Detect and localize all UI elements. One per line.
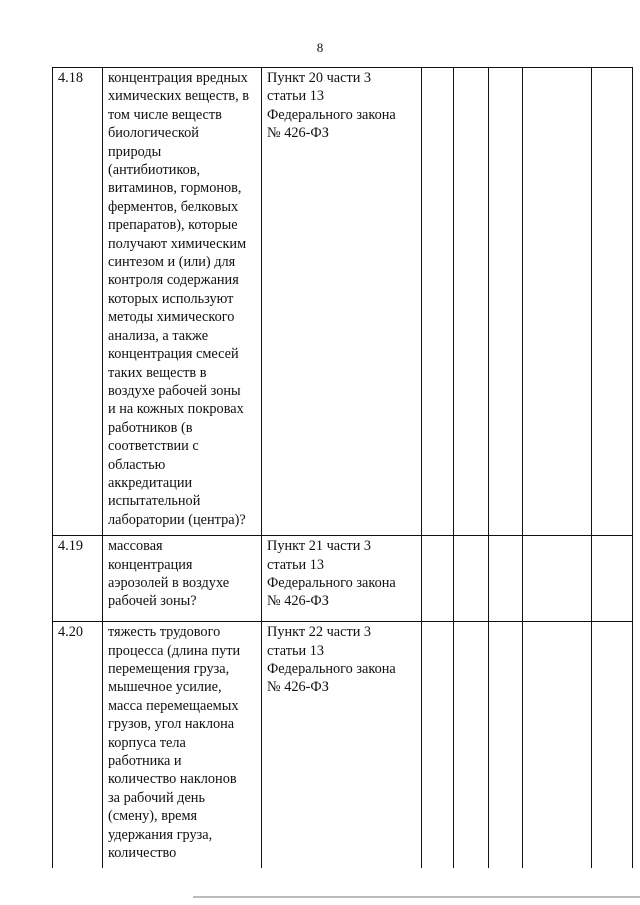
- reference-line: № 426-ФЗ: [267, 593, 329, 610]
- requirement-line: витаминов, гормонов,: [108, 180, 242, 197]
- requirement-line: работников (в: [108, 419, 193, 436]
- requirement-line: рабочей зоны?: [108, 593, 197, 610]
- empty-cell: [523, 68, 592, 536]
- empty-cell: [489, 622, 523, 869]
- table-row: [53, 68, 633, 536]
- reference-line: Федерального закона: [267, 106, 396, 123]
- requirement-line: воздухе рабочей зоны: [108, 382, 241, 399]
- requirement-line: ферментов, белковых: [108, 198, 239, 215]
- empty-cell: [422, 536, 454, 622]
- legal-reference-cell: [262, 68, 422, 536]
- reference-line: статьи 13: [267, 642, 325, 659]
- requirement-line: областью: [108, 456, 166, 473]
- requirement-line: аэрозолей в воздухе: [108, 574, 230, 591]
- requirement-line: контроля содержания: [108, 272, 239, 289]
- empty-cell: [489, 68, 523, 536]
- requirement-line: перемещения груза,: [108, 660, 230, 677]
- scan-edge-line: [193, 896, 640, 898]
- requirement-line: которых используют: [108, 290, 234, 307]
- requirement-line: за рабочий день: [108, 789, 205, 806]
- requirement-cell: [103, 536, 262, 622]
- requirement-line: методы химического: [108, 309, 235, 326]
- requirement-line: работника и: [108, 753, 182, 769]
- requirement-line: соответствии с: [108, 438, 199, 455]
- requirement-line: количество наклонов: [108, 771, 237, 788]
- empty-cell: [592, 536, 633, 622]
- empty-cell: [454, 622, 489, 869]
- requirement-line: тяжесть трудового: [108, 624, 221, 641]
- requirement-line: (антибиотиков,: [108, 162, 201, 179]
- legal-reference-cell: [262, 536, 422, 622]
- table-row: [53, 622, 633, 869]
- empty-cell: [422, 622, 454, 869]
- requirement-line: концентрация: [108, 556, 193, 573]
- requirement-line: мышечное усилие,: [108, 679, 222, 696]
- empty-cell: [454, 536, 489, 622]
- reference-line: № 426-ФЗ: [267, 125, 329, 142]
- requirement-line: испытательной: [108, 493, 201, 510]
- requirement-line: синтезом и (или) для: [108, 254, 236, 271]
- requirement-line: корпуса тела: [108, 734, 186, 751]
- requirement-line: химических веществ, в: [108, 88, 250, 105]
- requirement-line: таких веществ в: [108, 364, 207, 381]
- empty-cell: [592, 68, 633, 536]
- requirement-line: грузов, угол наклона: [108, 716, 235, 733]
- reference-line: № 426-ФЗ: [267, 679, 329, 696]
- empty-cell: [523, 622, 592, 869]
- table-row: [53, 536, 633, 622]
- reference-line: статьи 13: [267, 88, 325, 105]
- requirement-line: концентрация вредных: [108, 70, 248, 86]
- item-number-cell: 4.20: [53, 622, 103, 869]
- requirement-line: аккредитации: [108, 474, 193, 491]
- checklist-table: [52, 67, 633, 868]
- empty-cell: [422, 68, 454, 536]
- requirement-cell: [103, 68, 262, 536]
- item-number-cell: 4.18: [53, 68, 103, 536]
- requirement-cell: [103, 622, 262, 869]
- reference-line: Пункт 20 части 3: [267, 70, 372, 86]
- requirement-line: (смену), время: [108, 808, 198, 825]
- reference-line: статьи 13: [267, 556, 325, 573]
- item-number-cell: 4.19: [53, 536, 103, 622]
- requirement-line: и на кожных покровах: [108, 401, 244, 418]
- empty-cell: [592, 622, 633, 869]
- empty-cell: [454, 68, 489, 536]
- reference-line: Федерального закона: [267, 574, 396, 591]
- requirement-line: концентрация смесей: [108, 346, 239, 363]
- page-number: 8: [316, 40, 324, 55]
- requirement-line: процесса (длина пути: [108, 642, 241, 659]
- requirement-line: препаратов), которые: [108, 217, 238, 234]
- requirement-line: анализа, а также: [108, 327, 209, 344]
- requirement-line: биологической: [108, 125, 199, 142]
- requirement-line: масса перемещаемых: [108, 697, 239, 714]
- requirement-line: удержания груза,: [108, 826, 213, 843]
- legal-reference-cell: [262, 622, 422, 869]
- reference-line: Пункт 22 части 3: [267, 624, 372, 641]
- requirement-line: природы: [108, 143, 162, 160]
- requirement-line: получают химическим: [108, 235, 247, 252]
- requirement-line: том числе веществ: [108, 106, 222, 123]
- empty-cell: [523, 536, 592, 622]
- requirement-line: лаборатории (центра)?: [108, 511, 246, 528]
- reference-line: Федерального закона: [267, 660, 396, 677]
- requirement-line: количество: [108, 845, 177, 862]
- reference-line: Пункт 21 части 3: [267, 538, 372, 555]
- empty-cell: [489, 536, 523, 622]
- requirement-line: массовая: [108, 538, 163, 555]
